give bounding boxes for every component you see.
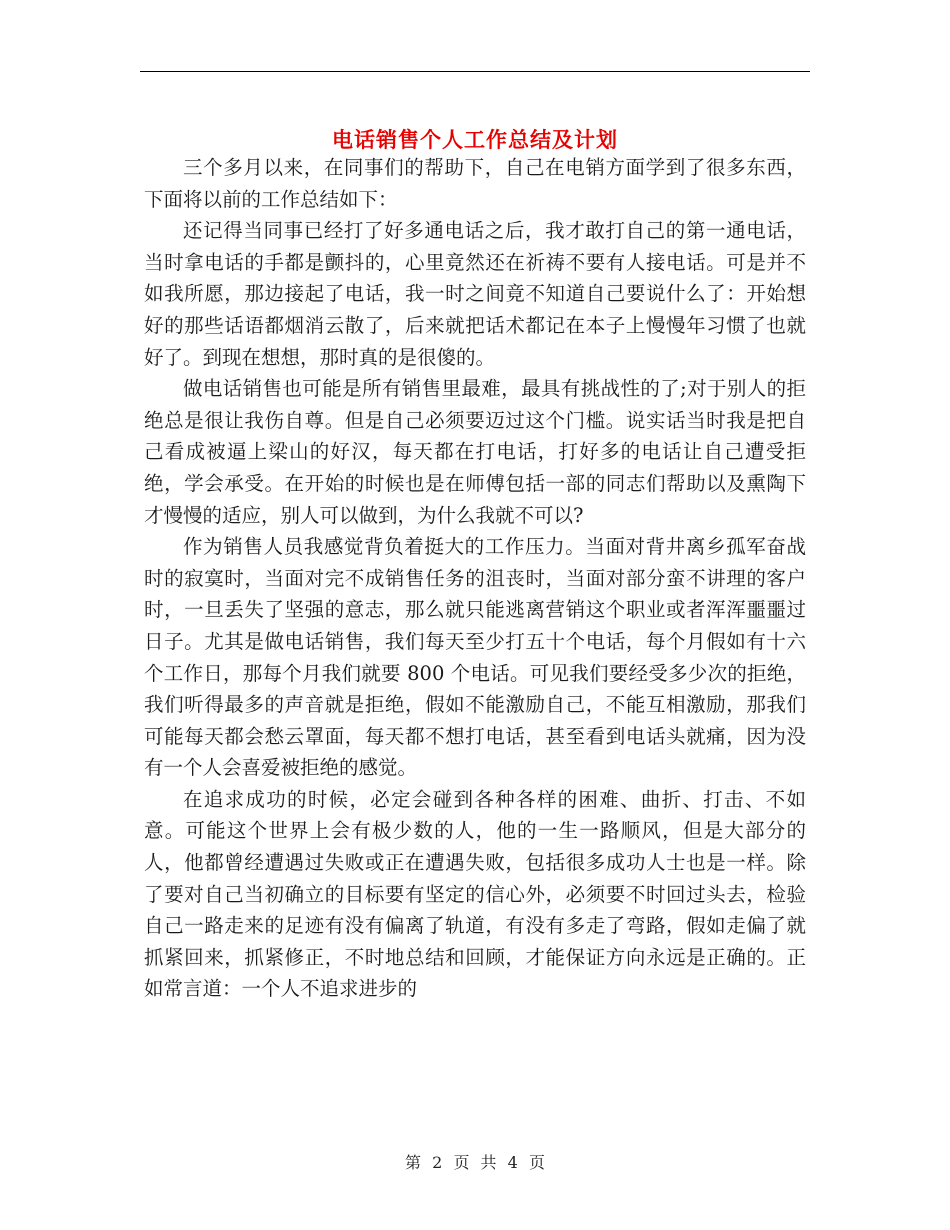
header-rule	[140, 71, 810, 72]
paragraph: 还记得当同事已经打了好多通电话之后，我才敢打自己的第一通电话，当时拿电话的手都是颤抖的，心里竟然还在祈祷不要有人接电话。可是并不如我所愿，那边接起了电话，我一时之间竟不知道自己要说什么了：开始想好的那些话语都烟消云散了，后来就把话术都记在本子上慢慢年习惯了也就好了。到现在想想，那时真的是很傻的。	[144, 219, 806, 369]
paragraph: 作为销售人员我感觉背负着挺大的工作压力。当面对背井离乡孤军奋战时的寂寞时，当面对完不成销售任务的沮丧时，当面对部分蛮不讲理的客户时，一旦丢失了坚强的意志，那么就只能逃离营销这个职业或者浑浑噩噩过日子。尤其是做电话销售，我们每天至少打五十个电话，每个月假如有十六个工作日，那每个月我们就要 800 个电话。可见我们要经受多少次的拒绝，我们听得最多的声音就是拒绝，假如不能激励自己，不能互相激励，那我们可能每天都会愁云罩面，每天都不想打电话，甚至看到电话头就痛，因为没有一个人会喜爱被拒绝的感觉。	[144, 535, 806, 780]
page-footer	[0, 1152, 950, 1174]
total-pages-number: 4	[507, 1153, 518, 1172]
footer-total-word: 共	[480, 1153, 497, 1172]
document-body	[144, 152, 806, 1005]
footer-suffix: 页	[528, 1153, 545, 1172]
paragraph: 做电话销售也可能是所有销售里最难，最具有挑战性的了;对于别人的拒绝总是很让我伤自尊。但是自己必须要迈过这个门槛。说实话当时我是把自己看成被逼上梁山的好汉，每天都在打电话，打好多的电话让自己遭受拒绝，学会承受。在开始的时候也是在师傅包括一部的同志们帮助以及熏陶下才慢慢的适应，别人可以做到，为什么我就不可以?	[144, 377, 806, 527]
paragraph: 三个多月以来，在同事们的帮助下，自己在电销方面学到了很多东西，下面将以前的工作总结如下：	[144, 156, 806, 211]
footer-page-word: 页	[453, 1153, 470, 1172]
paragraph: 在追求成功的时候，必定会碰到各种各样的困难、曲折、打击、不如意。可能这个世界上会有极少数的人，他的一生一路顺风，但是大部分的人，他都曾经遭遇过失败或正在遭遇失败，包括很多成功人士也是一样。除了要对自己当初确立的目标要有坚定的信心外，必须要不时回过头去，检验自己一路走来的足迹有没有偏离了轨道，有没有多走了弯路，假如走偏了就抓紧回来，抓紧修正，不时地总结和回顾，才能保证方向永远是正确的。正如常言道：一个人不追求进步的	[144, 787, 806, 1001]
current-page-number: 2	[432, 1153, 443, 1172]
document-title: 电话销售个人工作总结及计划	[332, 128, 618, 153]
footer-prefix: 第	[405, 1153, 422, 1172]
